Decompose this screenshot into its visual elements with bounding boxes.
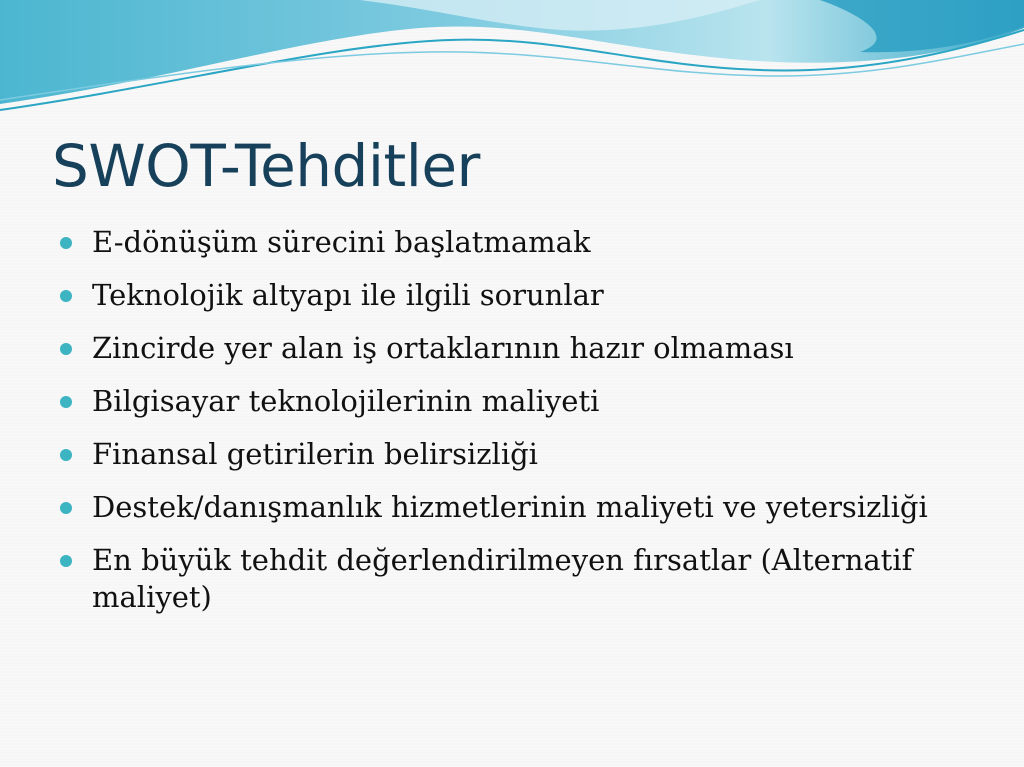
bullet-dot-icon [60,343,72,355]
bullet-text: Destek/danışmanlık hizmetlerinin maliyeti ve yetersizliği [92,490,928,524]
bullet-text: E-dönüşüm sürecini başlatmamak [92,225,591,259]
bullet-text: Finansal getirilerin belirsizliği [92,437,538,471]
list-item [58,383,958,420]
list-item [58,436,958,473]
bullet-text: Teknolojik altyapı ile ilgili sorunlar [92,278,604,312]
list-item [58,224,958,261]
bullet-dot-icon [60,502,72,514]
bullet-dot-icon [60,290,72,302]
bullet-dot-icon [60,237,72,249]
bullet-text: Bilgisayar teknolojilerinin maliyeti [92,384,600,418]
bullet-text: En büyük tehdit değerlendirilmeyen fırsatlar (Alternatif maliyet) [92,543,913,614]
list-item [58,277,958,314]
bullet-dot-icon [60,449,72,461]
bullet-text: Zincirde yer alan iş ortaklarının hazır olmaması [92,331,794,365]
list-item [58,489,958,526]
decorative-wave-header [0,0,1024,120]
bullet-list [58,224,958,632]
list-item [58,542,958,616]
bullet-dot-icon [60,396,72,408]
slide-title: SWOT-Tehditler [52,132,480,200]
list-item [58,330,958,367]
bullet-dot-icon [60,555,72,567]
